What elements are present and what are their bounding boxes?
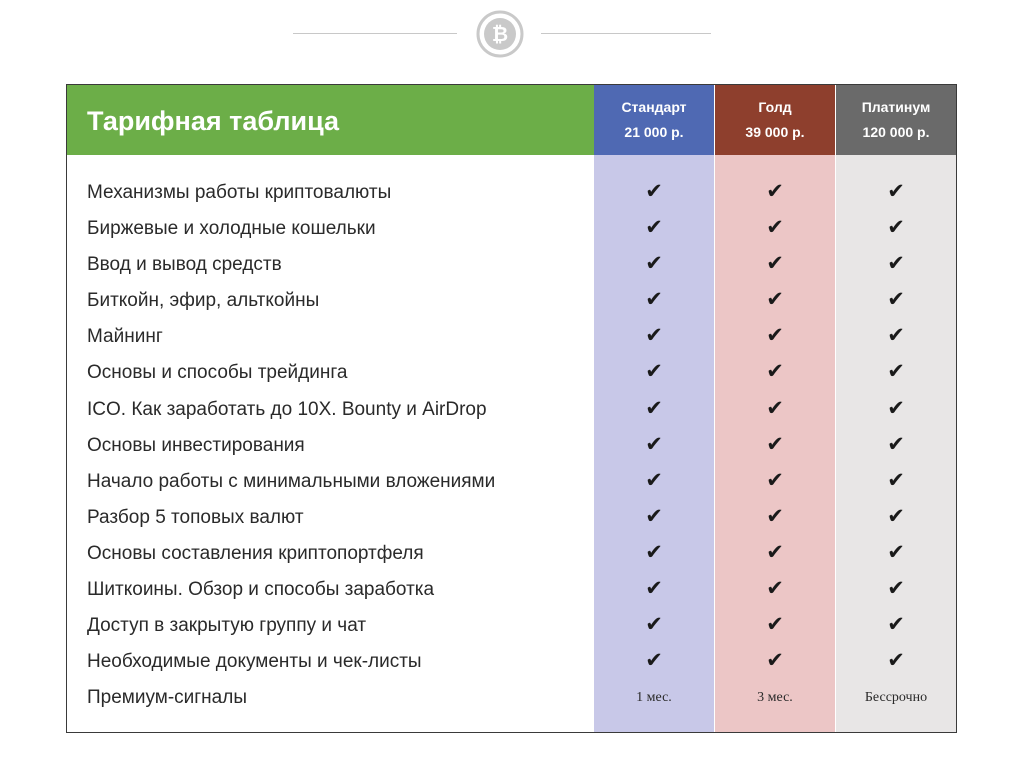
- check-icon: ✔: [766, 215, 784, 240]
- check-icon: ✔: [887, 431, 905, 456]
- pricing-table: [66, 84, 957, 733]
- table-row: [67, 681, 956, 717]
- check-icon: ✔: [766, 431, 784, 456]
- table-row: [67, 284, 956, 320]
- table-row: [67, 465, 956, 501]
- check-icon: ✔: [645, 359, 663, 384]
- feature-label: Шиткоины. Обзор и способы заработка: [87, 579, 435, 601]
- feature-label: Основы инвестирования: [87, 434, 305, 456]
- check-icon: ✔: [887, 251, 905, 276]
- plan-name: Платинум: [861, 99, 931, 115]
- feature-label: Основы составления криптопортфеля: [87, 542, 424, 564]
- table-row: [67, 645, 956, 681]
- feature-label: Механизмы работы криптовалюты: [87, 182, 392, 203]
- plan-header-standard: [594, 85, 714, 155]
- check-icon: ✔: [645, 648, 663, 673]
- feature-label: Основы и способы трейдинга: [87, 362, 348, 384]
- plan-name: Голд: [758, 99, 792, 115]
- check-icon: ✔: [766, 251, 784, 276]
- table-row: [67, 393, 956, 429]
- plan-price: 21 000 р.: [624, 124, 684, 140]
- feature-label: Биткойн, эфир, альткойны: [87, 290, 320, 312]
- check-icon: ✔: [645, 612, 663, 637]
- check-icon: ✔: [887, 503, 905, 528]
- check-icon: ✔: [887, 576, 905, 601]
- check-icon: ✔: [645, 179, 663, 203]
- plan-value: 1 мес.: [636, 690, 672, 706]
- table-row: [67, 609, 956, 645]
- check-icon: ✔: [887, 539, 905, 564]
- feature-label: Премиум-сигналы: [87, 687, 247, 709]
- decorative-line-right: [541, 33, 711, 34]
- check-icon: ✔: [766, 539, 784, 564]
- check-icon: ✔: [887, 467, 905, 492]
- feature-label: Необходимые документы и чек-листы: [87, 651, 422, 673]
- plan-value: Бессрочно: [864, 690, 928, 706]
- plan-name: Стандарт: [621, 99, 687, 115]
- table-row: [67, 573, 956, 609]
- check-icon: ✔: [766, 648, 784, 673]
- check-icon: ✔: [887, 395, 905, 420]
- check-icon: ✔: [645, 467, 663, 492]
- check-icon: ✔: [887, 612, 905, 637]
- table-row: [67, 356, 956, 392]
- plan-header-gold: [715, 85, 835, 155]
- check-icon: ✔: [645, 503, 663, 528]
- check-icon: ✔: [766, 287, 784, 312]
- feature-label: Разбор 5 топовых валют: [87, 506, 304, 528]
- check-icon: ✔: [887, 287, 905, 312]
- check-icon: ✔: [645, 215, 663, 240]
- feature-label: Майнинг: [87, 326, 163, 348]
- check-icon: ✔: [887, 648, 905, 673]
- feature-label: Ввод и вывод средств: [87, 254, 282, 276]
- check-icon: ✔: [766, 576, 784, 601]
- table-row: [67, 537, 956, 573]
- check-icon: ✔: [887, 323, 905, 348]
- plan-price: 39 000 р.: [745, 124, 805, 140]
- check-icon: ✔: [645, 251, 663, 276]
- check-icon: ✔: [766, 503, 784, 528]
- plan-value: 3 мес.: [757, 690, 793, 706]
- feature-label: Начало работы с минимальными вложениями: [87, 470, 496, 492]
- table-row: [67, 320, 956, 356]
- table-row: [67, 212, 956, 248]
- check-icon: ✔: [645, 576, 663, 601]
- check-icon: ✔: [645, 395, 663, 420]
- check-icon: ✔: [766, 395, 784, 420]
- table-row: [67, 501, 956, 537]
- feature-label: Доступ в закрытую группу и чат: [87, 615, 367, 637]
- check-icon: ✔: [645, 539, 663, 564]
- check-icon: ✔: [645, 287, 663, 312]
- table-row: [67, 429, 956, 465]
- table-title: Тарифная таблица: [87, 106, 340, 136]
- check-icon: ✔: [645, 431, 663, 456]
- plan-header-platinum: [836, 85, 956, 155]
- check-icon: ✔: [766, 323, 784, 348]
- bitcoin-icon: [476, 10, 524, 58]
- table-row: [67, 248, 956, 284]
- table-title-bar: [67, 85, 594, 155]
- check-icon: ✔: [887, 359, 905, 384]
- check-icon: ✔: [645, 323, 663, 348]
- feature-rows: [67, 176, 956, 717]
- check-icon: ✔: [766, 612, 784, 637]
- plan-price: 120 000 р.: [862, 124, 930, 140]
- feature-label: ICO. Как заработать до 10X. Bounty и AirDrop: [87, 398, 487, 420]
- check-icon: ✔: [887, 215, 905, 240]
- decorative-line-left: [293, 33, 457, 34]
- feature-label: Биржевые и холодные кошельки: [87, 218, 376, 240]
- check-icon: ✔: [766, 179, 784, 203]
- table-row: [67, 176, 956, 212]
- check-icon: ✔: [766, 359, 784, 384]
- bitcoin-glyph: ₿: [491, 22, 509, 46]
- check-icon: ✔: [887, 179, 905, 203]
- check-icon: ✔: [766, 467, 784, 492]
